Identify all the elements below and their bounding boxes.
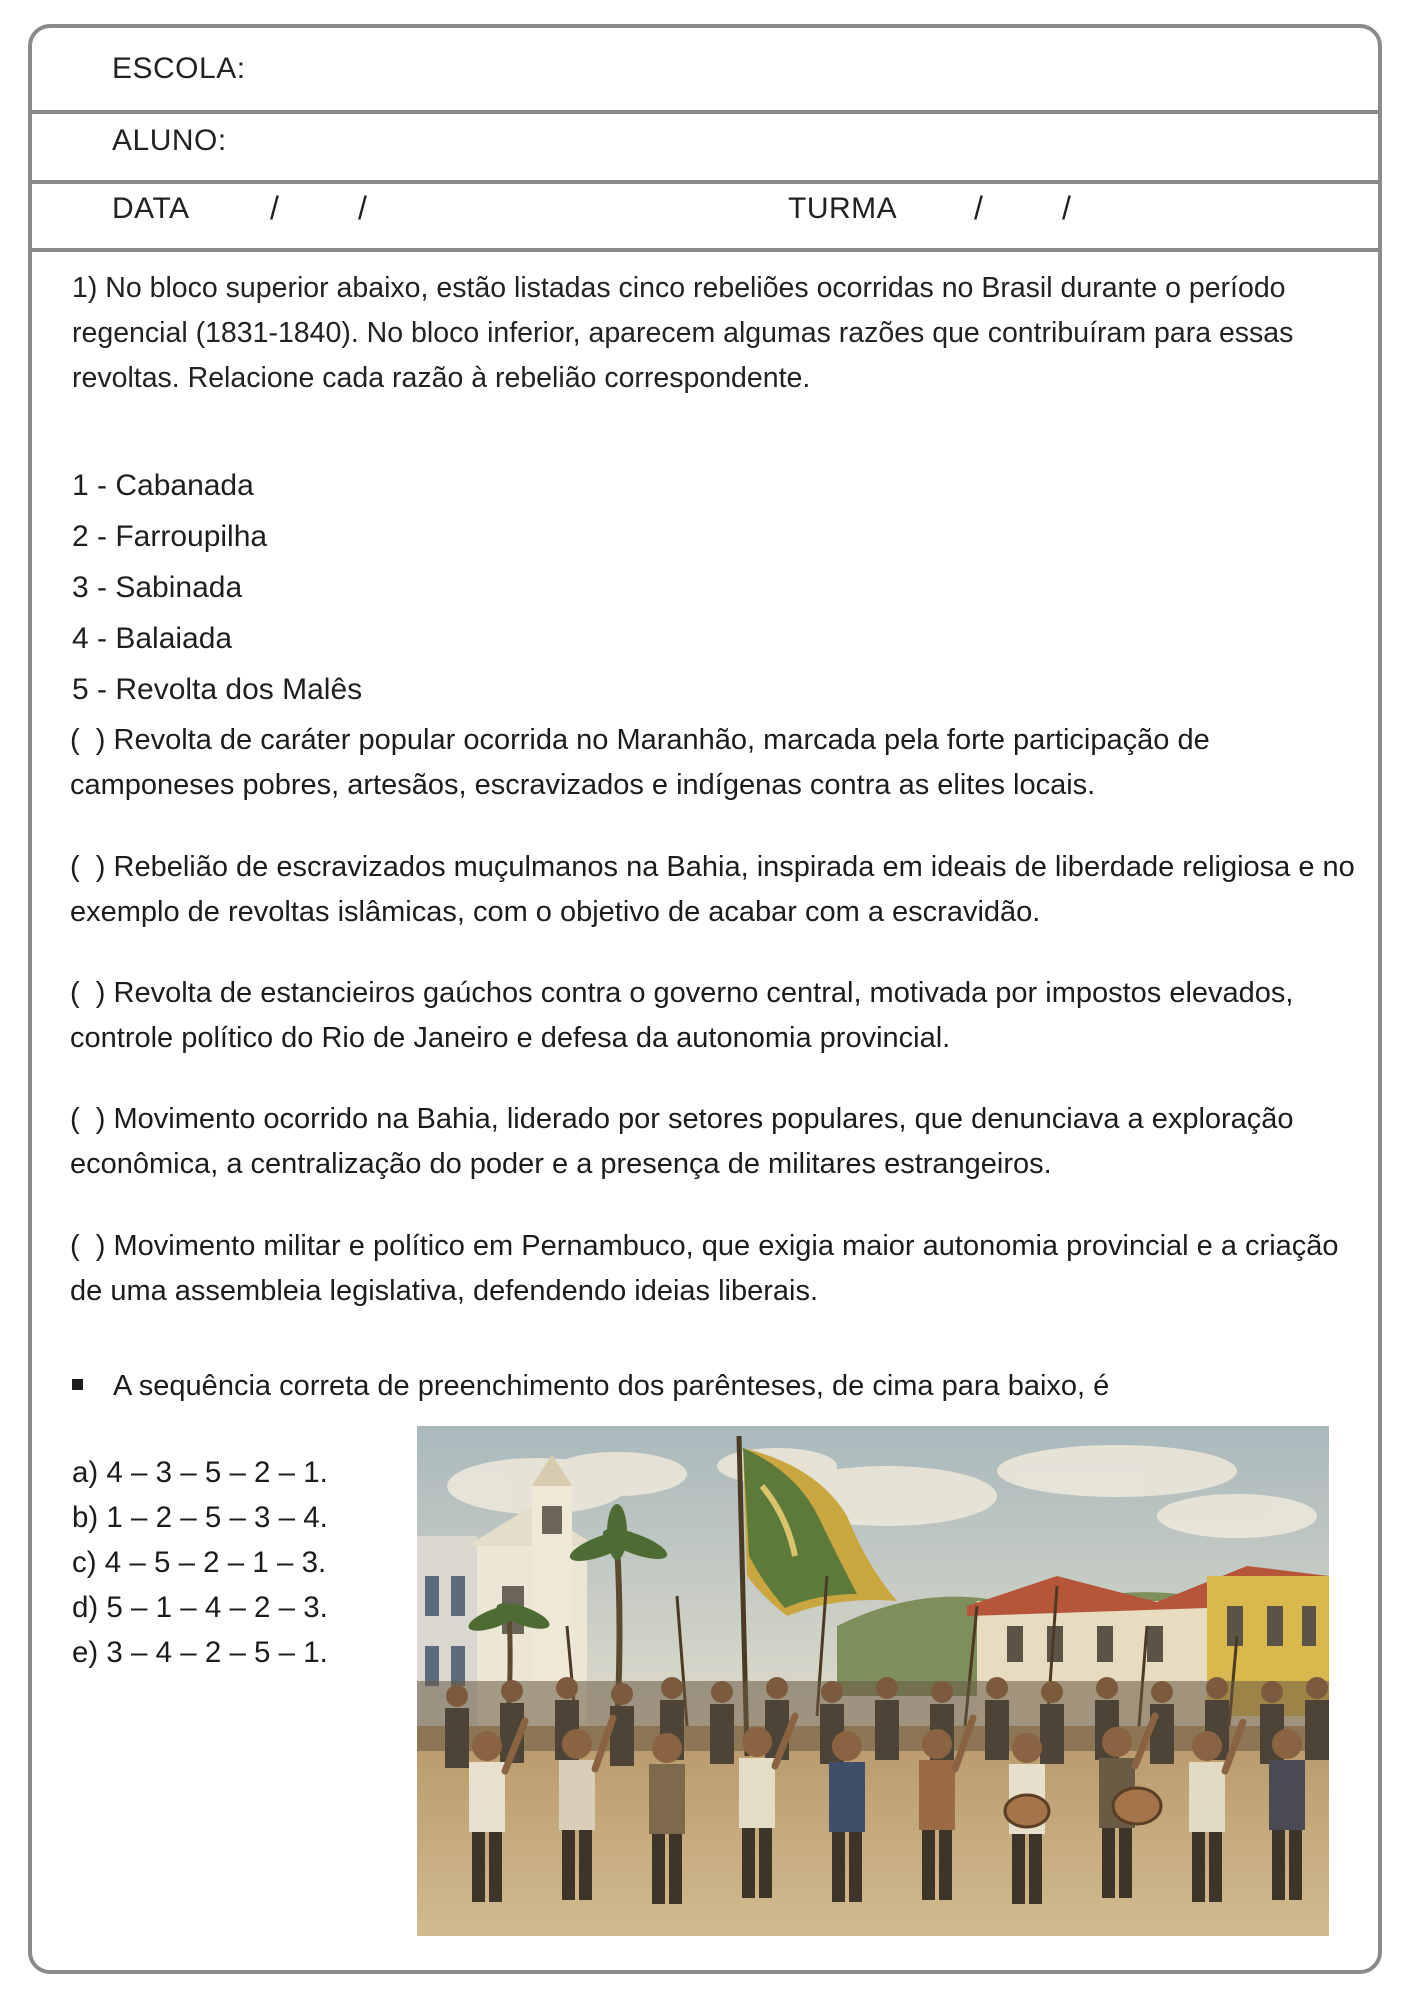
answer-option[interactable]: d) 5 – 1 – 4 – 2 – 3. [72,1591,328,1624]
reason-text: Revolta de estancieiros gaúchos contra o governo central, motivada por impostos elevados, controle político do Rio de Janeiro e defesa da autonomia provincial. [70,977,1294,1054]
class-label: TURMA [788,192,898,225]
answer-options [72,1450,328,1675]
reason-item [70,971,1360,1061]
reason-item [70,845,1360,935]
square-bullet-icon [72,1379,83,1390]
reason-text: Movimento militar e político em Pernambuco, que exigia maior autonomia provincial e a criação de uma assembleia legislativa, defendendo ideias liberais. [70,1230,1339,1307]
date-class-row [32,180,1378,252]
class-slash: / [974,190,983,226]
school-label: ESCOLA: [112,52,246,85]
answer-blank[interactable]: ( ) [70,1103,106,1135]
date-label: DATA [112,192,190,225]
rebellion-item: 4 - Balaiada [72,622,233,655]
reason-item [70,1097,1360,1187]
date-slash: / [270,190,279,226]
question-instruction [72,1366,1109,1406]
reason-item [70,1224,1360,1314]
rebellion-item: 1 - Cabanada [72,469,254,502]
class-slash: / [1062,190,1071,226]
answer-option[interactable]: c) 4 – 5 – 2 – 1 – 3. [72,1546,327,1579]
rebellion-item: 2 - Farroupilha [72,520,268,553]
school-row [32,28,1378,114]
answer-option[interactable]: a) 4 – 3 – 5 – 2 – 1. [72,1456,328,1489]
reason-text: Rebelião de escravizados muçulmanos na Bahia, inspirada em ideais de liberdade religiosa e no exemplo de revoltas islâmicas, com o objetivo de acabar com a escravidão. [70,851,1355,928]
student-row [32,110,1378,184]
reason-item [70,718,1360,808]
answer-blank[interactable]: ( ) [70,851,106,883]
rebellion-item: 3 - Sabinada [72,571,243,604]
question-statement: 1) No bloco superior abaixo, estão listadas cinco rebeliões ocorridas no Brasil durante o período regencial (1831-1840). No bloco inferior, aparecem algumas razões que contribuíram para essas revoltas. Relacione cada razão à rebelião correspondente. [72,272,1294,394]
answer-blank[interactable]: ( ) [70,724,106,756]
rebellion-list [72,460,362,715]
worksheet-frame [28,24,1382,1974]
rebellion-item: 5 - Revolta dos Malês [72,673,363,706]
answer-blank[interactable]: ( ) [70,1230,106,1262]
reason-text: Revolta de caráter popular ocorrida no Maranhão, marcada pela forte participação de camponeses pobres, artesãos, escravizados e indígenas contra as elites locais. [70,724,1210,801]
answer-option[interactable]: b) 1 – 2 – 5 – 3 – 4. [72,1501,328,1534]
revolt-crowd-illustration [417,1426,1329,1936]
answer-blank[interactable]: ( ) [70,977,106,1009]
reason-text: Movimento ocorrido na Bahia, liderado por setores populares, que denunciava a exploração econômica, a centralização do poder e a presença de militares estrangeiros. [70,1103,1294,1180]
answer-option[interactable]: e) 3 – 4 – 2 – 5 – 1. [72,1636,328,1669]
instruction-text: A sequência correta de preenchimento dos parênteses, de cima para baixo, é [113,1370,1110,1402]
date-slash: / [358,190,367,226]
student-label: ALUNO: [112,124,227,157]
